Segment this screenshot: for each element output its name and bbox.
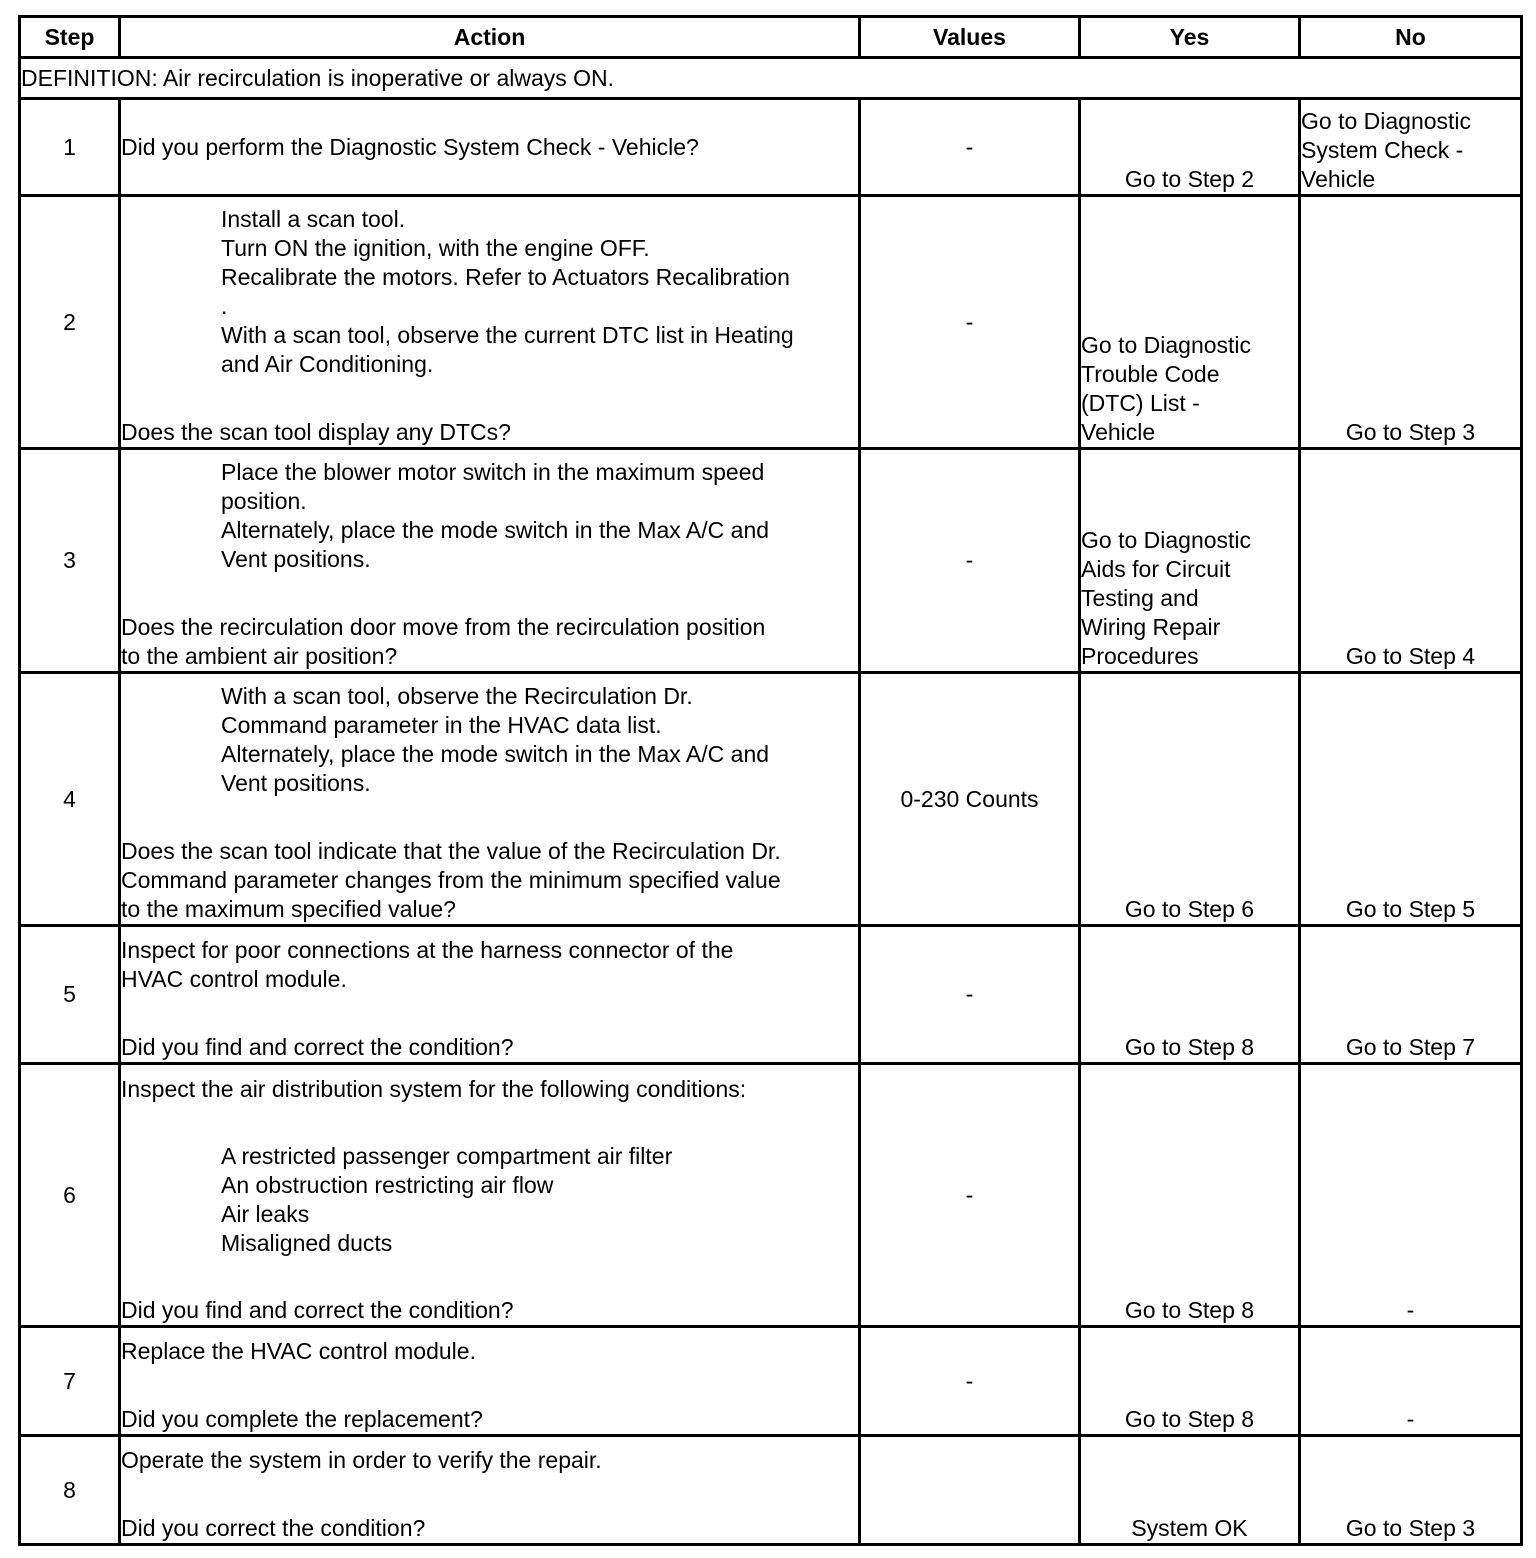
no-cell: - xyxy=(1300,1064,1522,1327)
values-cell: - xyxy=(860,1327,1080,1436)
definition-row xyxy=(20,58,1522,99)
action-bullet: position. xyxy=(221,488,307,514)
no-cell: Go to Step 4 xyxy=(1300,449,1522,673)
action-question: Did you find and correct the condition? xyxy=(121,1034,514,1060)
yes-line: Vehicle xyxy=(1081,419,1156,445)
action-bullet: Alternately, place the mode switch in the Max A/C and xyxy=(221,741,770,767)
action-bullet: . xyxy=(221,293,228,319)
action-intro: Inspect for poor connections at the harness connector of the xyxy=(121,937,734,963)
values-cell: - xyxy=(860,99,1080,196)
action-cell xyxy=(120,673,860,926)
action-bullet: Install a scan tool. xyxy=(221,206,406,232)
action-bullet: Turn ON the ignition, with the engine OFF. xyxy=(221,235,650,261)
no-cell: Go to Step 7 xyxy=(1300,926,1522,1064)
step-number: 6 xyxy=(20,1064,120,1327)
no-line: Go to Diagnostic xyxy=(1301,108,1472,134)
step-number: 2 xyxy=(20,196,120,449)
yes-line: Testing and xyxy=(1081,585,1199,611)
header-values: Values xyxy=(860,17,1080,58)
header-yes: Yes xyxy=(1080,17,1300,58)
step-number: 5 xyxy=(20,926,120,1064)
table-row xyxy=(20,99,1522,196)
action-question: Did you complete the replacement? xyxy=(121,1406,483,1432)
yes-line: Procedures xyxy=(1081,643,1199,669)
step-number: 4 xyxy=(20,673,120,926)
step-number: 3 xyxy=(20,449,120,673)
yes-cell xyxy=(1080,196,1300,449)
table-row xyxy=(20,1436,1522,1545)
action-bullet: Place the blower motor switch in the maximum speed xyxy=(221,459,765,485)
action-question: Did you perform the Diagnostic System Check - Vehicle? xyxy=(121,133,699,160)
action-question: to the ambient air position? xyxy=(121,643,398,669)
action-bullet: Recalibrate the motors. Refer to Actuators Recalibration xyxy=(221,264,790,290)
no-cell: Go to Step 3 xyxy=(1300,1436,1522,1545)
yes-line: Go to Diagnostic xyxy=(1081,332,1252,358)
action-bullet: With a scan tool, observe the Recirculation Dr. xyxy=(221,683,693,709)
yes-line: Aids for Circuit xyxy=(1081,556,1231,582)
action-intro: HVAC control module. xyxy=(121,966,347,992)
action-question: Does the scan tool display any DTCs? xyxy=(121,419,511,445)
values-cell: 0-230 Counts xyxy=(860,673,1080,926)
action-question: Did you find and correct the condition? xyxy=(121,1297,514,1323)
action-bullet: A restricted passenger compartment air filter xyxy=(221,1143,673,1169)
action-bullet: Vent positions. xyxy=(221,770,371,796)
header-action: Action xyxy=(120,17,860,58)
header-row xyxy=(20,17,1522,58)
action-bullet: and Air Conditioning. xyxy=(221,351,434,377)
action-cell xyxy=(120,196,860,449)
no-line: Vehicle xyxy=(1301,166,1376,192)
values-cell: - xyxy=(860,926,1080,1064)
yes-line: (DTC) List - xyxy=(1081,390,1200,416)
action-bullet: Alternately, place the mode switch in the Max A/C and xyxy=(221,517,770,543)
no-cell: - xyxy=(1300,1327,1522,1436)
action-cell xyxy=(120,99,860,196)
values-cell xyxy=(860,1436,1080,1545)
yes-cell: Go to Step 8 xyxy=(1080,926,1300,1064)
step-number: 1 xyxy=(20,99,120,196)
yes-cell xyxy=(1080,449,1300,673)
table-row xyxy=(20,1064,1522,1327)
header-no: No xyxy=(1300,17,1522,58)
action-bullet: Air leaks xyxy=(221,1201,310,1227)
values-cell: - xyxy=(860,449,1080,673)
action-question: Does the scan tool indicate that the value of the Recirculation Dr. xyxy=(121,838,781,864)
action-question: Command parameter changes from the minimum specified value xyxy=(121,867,781,893)
yes-line: Trouble Code xyxy=(1081,361,1220,387)
diagnostic-table xyxy=(18,15,1523,1546)
no-cell xyxy=(1300,99,1522,196)
definition-text: DEFINITION: Air recirculation is inoperative or always ON. xyxy=(20,58,1522,99)
action-bullet: An obstruction restricting air flow xyxy=(221,1172,554,1198)
table-row xyxy=(20,449,1522,673)
step-number: 7 xyxy=(20,1327,120,1436)
no-line: System Check - xyxy=(1301,137,1464,163)
table-row xyxy=(20,673,1522,926)
yes-line: Go to Diagnostic xyxy=(1081,527,1252,553)
action-bullet: With a scan tool, observe the current DTC list in Heating xyxy=(221,322,794,348)
table-row xyxy=(20,926,1522,1064)
yes-cell: Go to Step 6 xyxy=(1080,673,1300,926)
yes-cell: Go to Step 8 xyxy=(1080,1327,1300,1436)
action-cell xyxy=(120,1436,860,1545)
action-cell xyxy=(120,449,860,673)
no-cell: Go to Step 5 xyxy=(1300,673,1522,926)
action-bullet: Command parameter in the HVAC data list. xyxy=(221,712,662,738)
header-step: Step xyxy=(20,17,120,58)
action-intro: Replace the HVAC control module. xyxy=(121,1338,476,1364)
values-cell: - xyxy=(860,1064,1080,1327)
values-cell: - xyxy=(860,196,1080,449)
action-intro: Operate the system in order to verify the repair. xyxy=(121,1447,602,1473)
action-bullet: Misaligned ducts xyxy=(221,1230,393,1256)
yes-cell: Go to Step 2 xyxy=(1080,99,1300,196)
action-bullet: Vent positions. xyxy=(221,546,371,572)
table-row xyxy=(20,1327,1522,1436)
table-row xyxy=(20,196,1522,449)
yes-cell: Go to Step 8 xyxy=(1080,1064,1300,1327)
no-cell: Go to Step 3 xyxy=(1300,196,1522,449)
action-cell xyxy=(120,926,860,1064)
step-number: 8 xyxy=(20,1436,120,1545)
action-intro: Inspect the air distribution system for the following conditions: xyxy=(121,1076,747,1102)
yes-cell: System OK xyxy=(1080,1436,1300,1545)
action-question: to the maximum specified value? xyxy=(121,896,456,922)
action-cell xyxy=(120,1327,860,1436)
action-question: Did you correct the condition? xyxy=(121,1515,426,1541)
yes-line: Wiring Repair xyxy=(1081,614,1221,640)
action-cell xyxy=(120,1064,860,1327)
action-question: Does the recirculation door move from the recirculation position xyxy=(121,614,766,640)
